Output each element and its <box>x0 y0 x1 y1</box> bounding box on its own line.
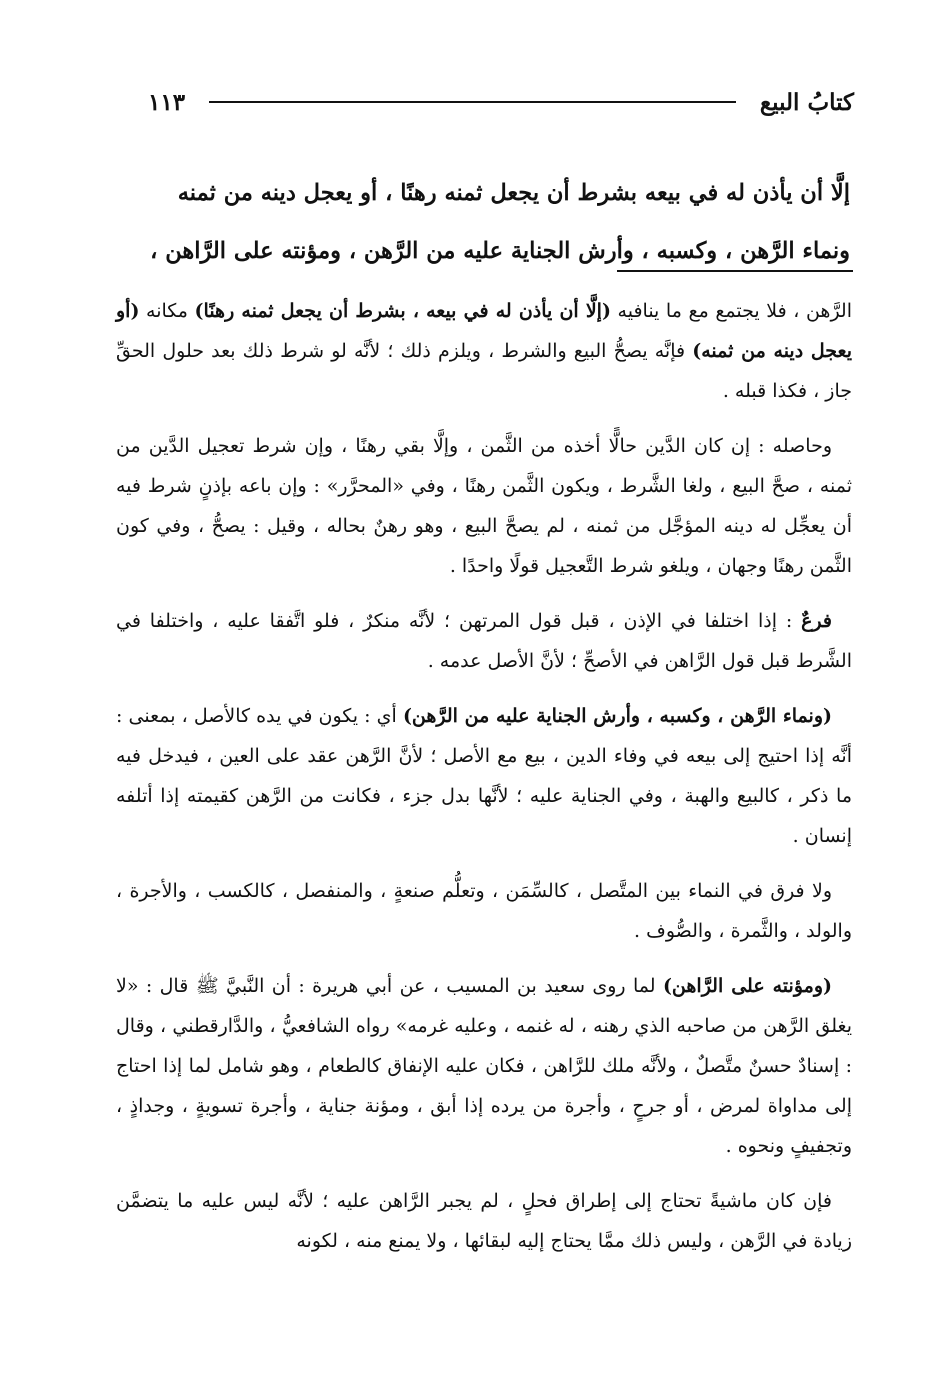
text-run: الرَّهن ، فلا يجتمع مع ما ينافيه <box>610 300 853 322</box>
header-rule <box>209 101 736 103</box>
page-number: ١١٣ <box>148 88 186 116</box>
matn-line: ونماء الرَّهن ، وكسبه ، وأرش الجناية عليه من الرَّهن ، ومؤنته على الرَّاهن ، <box>150 238 850 264</box>
running-header <box>148 80 854 124</box>
text-run: أي : يكون في يده كالأصل ، بمعنى : أنَّه إذا احتيج إلى بيعه في وفاء الدين ، بيع مع الأصل ؛ لأنَّ الرَّهن عقد على العين ، فيدخل فيه ما ذكر ، كالبيع والهبة ، وفي الجناية عليه ؛ لأنَّها بدل جزء ، فكانت من الرَّهن كقيمته إذا أتلفه إنسان . <box>116 705 852 847</box>
quoted-matn: (ونماء الرَّهن ، وكسبه ، وأرش الجناية عليه من الرَّهن) <box>402 705 832 727</box>
matn-text <box>116 164 850 280</box>
book-title: كتابُ البيع <box>759 88 854 116</box>
paragraph <box>116 601 852 681</box>
commentary-text <box>116 291 852 1276</box>
quoted-matn: (أو يعجل دينه من ثمنه) <box>116 300 852 362</box>
paragraph: وحاصله : إن كان الدَّين حالًّا أخذه من الثَّمن ، وإلَّا بقي رهنًا ، وإن شرط تعجيل الدَّين من ثمنه ، صحَّ البيع ، ولغا الشَّرط ، ويكون الثَّمن رهنًا ، وفي «المحرَّر» : وإن باعه بإذنٍ شرط فيه أن يعجِّل له دينه المؤجَّل من ثمنه ، لم يصحَّ البيع ، وهو رهنٌ بحاله ، وقيل : يصحُّ ، وفي كون الثَّمن رهنًا وجهان ، ويلغو شرط التَّعجيل قولًا واحدًا . <box>116 435 852 577</box>
paragraph <box>116 966 852 1166</box>
paragraph <box>116 291 852 411</box>
quoted-matn: (إلَّا أن يأذن له في بيعه ، بشرط أن يجعل ثمنه رهنًا) <box>194 300 611 322</box>
quoted-matn: (ومؤنته على الرَّاهن) <box>662 975 832 997</box>
separator-rule <box>617 270 853 272</box>
text-run: مكانه <box>139 300 195 322</box>
text-run: لما روى سعيد بن المسيب ، عن أبي هريرة : أن النَّبيَّ ﷺ قال : «لا يغلق الرَّهن من صاحبه الذي رهنه ، له غنمه ، وعليه غرمه» رواه الشافعيُّ ، والدَّارقطني ، وقال : إسنادٌ حسنٌ متَّصلٌ ، ولأنَّه ملك للرَّاهن ، فكان عليه الإنفاق كالطعام ، وهو شامل لما إذا احتاج إلى مداواة لمرض ، أو جرحٍ ، وأجرة من يرده إذا أبق ، ومؤنة جناية ، وأجرة تسويةٍ ، وجداذٍ ، وتجفيفٍ ونحوه . <box>116 975 852 1157</box>
paragraph <box>116 696 852 856</box>
text-run: : إذا اختلفا في الإذن ، قبل قول المرتهن ؛ لأنَّه منكرٌ ، فلو اتَّفقا عليه ، واختلفا في الشَّرط قبل قول الرَّاهن في الأصحِّ ؛ لأنَّ الأصل عدمه . <box>116 610 852 672</box>
section-label: فرعٌ <box>801 610 832 632</box>
paragraph: ولا فرق في النماء بين المتَّصل ، كالسِّمَن ، وتعلُّم صنعةٍ ، والمنفصل ، كالكسب ، والأجرة ، والولد ، والثَّمرة ، والصُّوف . <box>116 880 852 942</box>
matn-line: إلَّا أن يأذن له في بيعه بشرط أن يجعل ثمنه رهنًا ، أو يعجل دينه من ثمنه <box>177 180 850 206</box>
paragraph: فإن كان ماشيةً تحتاج إلى إطراق فحلٍ ، لم يجبر الرَّاهن عليه ؛ لأنَّه ليس عليه ما يتضمَّن زيادة في الرَّهن ، وليس ذلك ممَّا يحتاج إليه لبقائها ، ولا يمنع منه ، لكونه <box>116 1190 852 1252</box>
text-run: فإنَّه يصحُّ البيع والشرط ، ويلزم ذلك ؛ لأنَّه لو شرط ذلك بعد حلول الحقِّ جاز ، فكذا قبله . <box>116 340 852 402</box>
